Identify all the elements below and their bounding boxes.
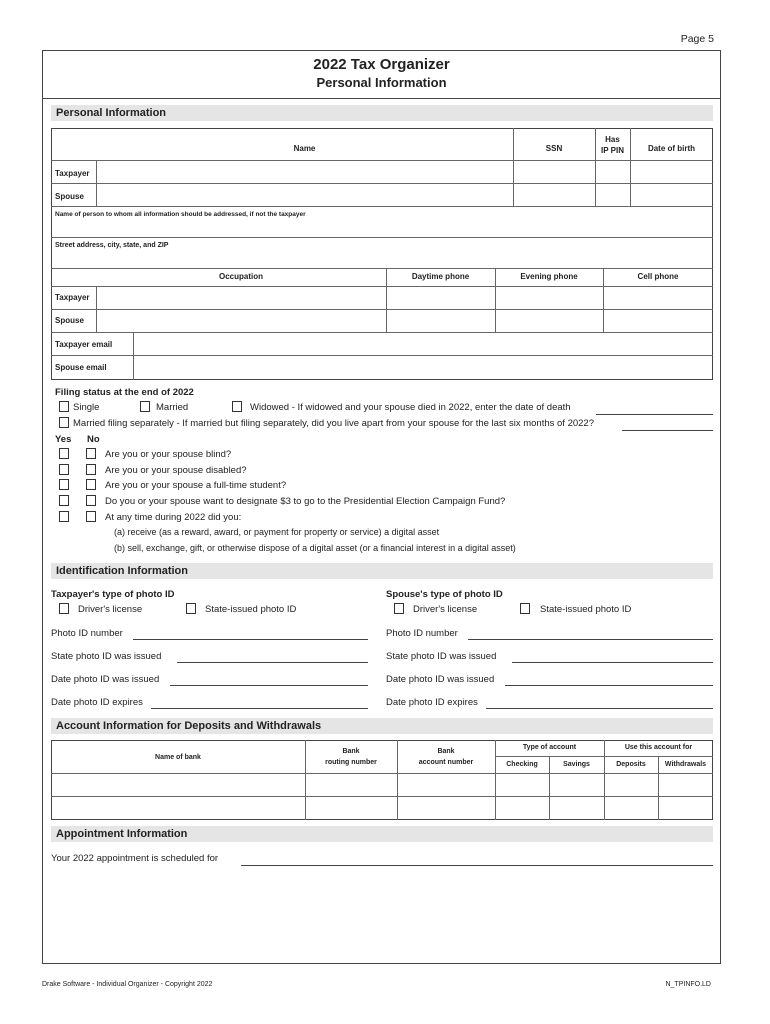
- col-account-line2: account number: [418, 759, 474, 766]
- sp-drivers-license-label: Driver's license: [413, 604, 478, 615]
- spouse-photo-id-heading: Spouse's type of photo ID: [386, 589, 503, 600]
- sp-drivers-license-checkbox[interactable]: [394, 603, 404, 614]
- col-daytime-phone: Daytime phone: [411, 272, 470, 281]
- disabled-yes-checkbox[interactable]: [59, 464, 69, 475]
- col-date-of-birth: Date of birth: [647, 144, 696, 153]
- sp-date-expires-label: Date photo ID expires: [386, 697, 478, 708]
- section-account-information: Account Information for Deposits and Withdrawals: [51, 718, 713, 734]
- col-withdrawals: Withdrawals: [664, 761, 707, 768]
- yes-header: Yes: [55, 434, 72, 445]
- single-checkbox[interactable]: [59, 401, 69, 412]
- col-routing-line1: Bank: [342, 748, 360, 755]
- tp-state-issued-label: State photo ID was issued: [51, 651, 162, 662]
- sp-photo-id-number-line[interactable]: [468, 639, 713, 640]
- col-deposits: Deposits: [616, 761, 646, 768]
- footer-form-code: N_TPINFO.LD: [665, 981, 711, 988]
- tp-date-expires-line[interactable]: [151, 708, 368, 709]
- tp-photo-id-number-label: Photo ID number: [51, 628, 123, 639]
- footer-copyright: Drake Software - Individual Organizer - Copyright 2022: [42, 981, 213, 988]
- tp-state-id-checkbox[interactable]: [186, 603, 196, 614]
- mfs-label: Married filing separately - If married but filing separately, did you live apart from your spouse for the last six months of 2022?: [73, 418, 594, 429]
- col-name-of-bank: Name of bank: [155, 754, 201, 761]
- date-of-death-line[interactable]: [596, 414, 713, 415]
- tp-date-expires-label: Date photo ID expires: [51, 697, 143, 708]
- tp-date-issued-label: Date photo ID was issued: [51, 674, 160, 685]
- spouse-email-label: Spouse email: [55, 363, 107, 372]
- taxpayer-name-input[interactable]: [100, 163, 508, 181]
- tp-drivers-license-checkbox[interactable]: [59, 603, 69, 614]
- occupation-taxpayer-label: Taxpayer: [55, 293, 90, 302]
- section-appointment-information: Appointment Information: [51, 826, 713, 842]
- tp-date-issued-line[interactable]: [170, 685, 368, 686]
- col-name: Name: [293, 144, 316, 153]
- married-label: Married: [156, 402, 189, 413]
- addressee-label: Name of person to whom all information should be addressed, if not the taxpayer: [55, 211, 306, 218]
- tp-photo-id-number-line[interactable]: [133, 639, 368, 640]
- col-savings: Savings: [563, 761, 590, 768]
- student-yes-checkbox[interactable]: [59, 479, 69, 490]
- sp-state-issued-line[interactable]: [512, 662, 713, 663]
- widowed-label: Widowed - If widowed and your spouse died in 2022, enter the date of death: [250, 402, 571, 413]
- sp-state-id-label: State-issued photo ID: [540, 604, 632, 615]
- married-checkbox[interactable]: [140, 401, 150, 412]
- col-checking: Checking: [506, 761, 538, 768]
- student-no-checkbox[interactable]: [86, 479, 96, 490]
- disabled-no-checkbox[interactable]: [86, 464, 96, 475]
- digital-asset-yes-checkbox[interactable]: [59, 511, 69, 522]
- taxpayer-photo-id-heading: Taxpayer's type of photo ID: [51, 589, 175, 600]
- street-address-label: Street address, city, state, and ZIP: [55, 242, 169, 249]
- sp-photo-id-number-label: Photo ID number: [386, 628, 458, 639]
- col-ip-pin: IP PIN: [601, 146, 624, 155]
- question-disabled: Are you or your spouse disabled?: [105, 465, 247, 476]
- row-spouse-label: Spouse: [55, 192, 84, 201]
- sp-date-issued-line[interactable]: [505, 685, 713, 686]
- taxpayer-email-label: Taxpayer email: [55, 340, 113, 349]
- col-account-line1: Bank: [437, 748, 455, 755]
- page-number: Page 5: [680, 33, 714, 45]
- appointment-line[interactable]: [241, 865, 713, 866]
- section-personal-information: Personal Information: [51, 105, 713, 121]
- filing-status-heading: Filing status at the end of 2022: [55, 387, 194, 398]
- blind-no-checkbox[interactable]: [86, 448, 96, 459]
- tp-state-id-label: State-issued photo ID: [205, 604, 297, 615]
- digital-asset-no-checkbox[interactable]: [86, 511, 96, 522]
- col-has: Has: [605, 135, 620, 144]
- col-occupation: Occupation: [218, 272, 263, 281]
- single-label: Single: [73, 402, 100, 413]
- sp-state-issued-label: State photo ID was issued: [386, 651, 497, 662]
- question-digital-asset: At any time during 2022 did you:: [105, 512, 242, 523]
- form-title: 2022 Tax Organizer: [313, 56, 450, 73]
- occupation-spouse-label: Spouse: [55, 316, 84, 325]
- no-header: No: [87, 434, 100, 445]
- col-cell-phone: Cell phone: [637, 272, 679, 281]
- question-campaign-fund: Do you or your spouse want to designate $3 to go to the Presidential Election Campaign Fund?: [105, 496, 506, 507]
- spouse-name-input[interactable]: [100, 186, 508, 204]
- col-routing-line2: routing number: [325, 759, 377, 766]
- col-evening-phone: Evening phone: [520, 272, 578, 281]
- mfs-answer-line[interactable]: [622, 430, 713, 431]
- form-subtitle: Personal Information: [316, 75, 447, 90]
- title-divider: [42, 98, 721, 99]
- question-blind: Are you or your spouse blind?: [105, 449, 232, 460]
- sp-state-id-checkbox[interactable]: [520, 603, 530, 614]
- section-identification-information: Identification Information: [51, 563, 713, 579]
- widowed-checkbox[interactable]: [232, 401, 242, 412]
- mfs-checkbox[interactable]: [59, 417, 69, 428]
- tp-state-issued-line[interactable]: [177, 662, 368, 663]
- sp-date-issued-label: Date photo ID was issued: [386, 674, 495, 685]
- campaign-yes-checkbox[interactable]: [59, 495, 69, 506]
- digital-asset-sub-a: (a) receive (as a reward, award, or payment for property or service) a digital asset: [114, 527, 440, 537]
- tp-drivers-license-label: Driver's license: [78, 604, 143, 615]
- sp-date-expires-line[interactable]: [486, 708, 713, 709]
- blind-yes-checkbox[interactable]: [59, 448, 69, 459]
- col-type-of-account: Type of account: [522, 744, 577, 751]
- digital-asset-sub-b: (b) sell, exchange, gift, or otherwise dispose of a digital asset (or a financial interest in a digital asset): [114, 543, 516, 553]
- campaign-no-checkbox[interactable]: [86, 495, 96, 506]
- col-ssn: SSN: [545, 144, 563, 153]
- appointment-label: Your 2022 appointment is scheduled for: [51, 853, 219, 864]
- row-taxpayer-label: Taxpayer: [55, 169, 90, 178]
- question-student: Are you or your spouse a full-time student?: [105, 480, 287, 491]
- col-use-account-for: Use this account for: [624, 744, 693, 751]
